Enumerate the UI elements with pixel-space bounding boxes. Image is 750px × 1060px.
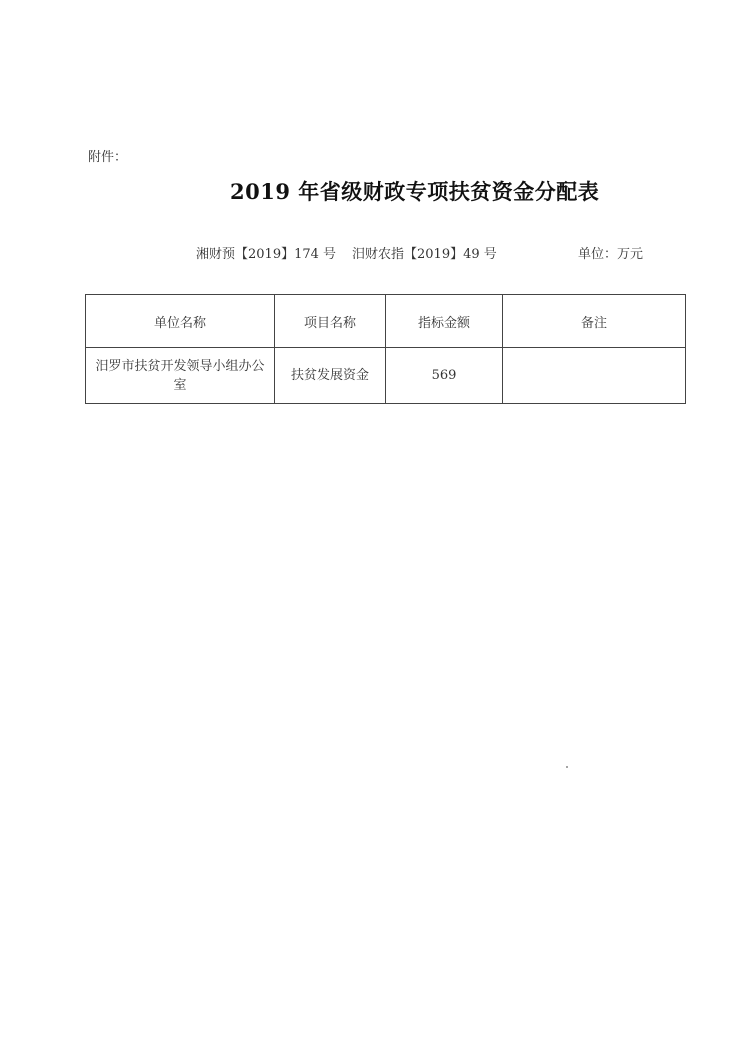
cell-unit-name: 汨罗市扶贫开发领导小组办公室 bbox=[86, 348, 275, 404]
column-header-unit-name: 单位名称 bbox=[86, 295, 275, 348]
page-title: 2019 年省级财政专项扶贫资金分配表 bbox=[230, 179, 600, 204]
cell-amount: 569 bbox=[386, 348, 503, 404]
cell-project-name: 扶贫发展资金 bbox=[275, 348, 386, 404]
attachment-label: 附件： bbox=[88, 150, 128, 165]
cell-remark bbox=[503, 348, 686, 404]
column-header-project-name: 项目名称 bbox=[275, 295, 386, 348]
unit-label: 单位：万元 bbox=[578, 247, 644, 262]
column-header-amount: 指标金额 bbox=[386, 295, 503, 348]
table-row bbox=[86, 348, 686, 404]
table-header-row bbox=[86, 295, 686, 348]
reference-number-provincial: 湘财预【2019】174 号 bbox=[196, 247, 337, 262]
allocation-table bbox=[85, 294, 686, 404]
scan-speck bbox=[566, 766, 568, 768]
column-header-remark: 备注 bbox=[503, 295, 686, 348]
reference-number-city: 汨财农指【2019】49 号 bbox=[352, 247, 497, 262]
